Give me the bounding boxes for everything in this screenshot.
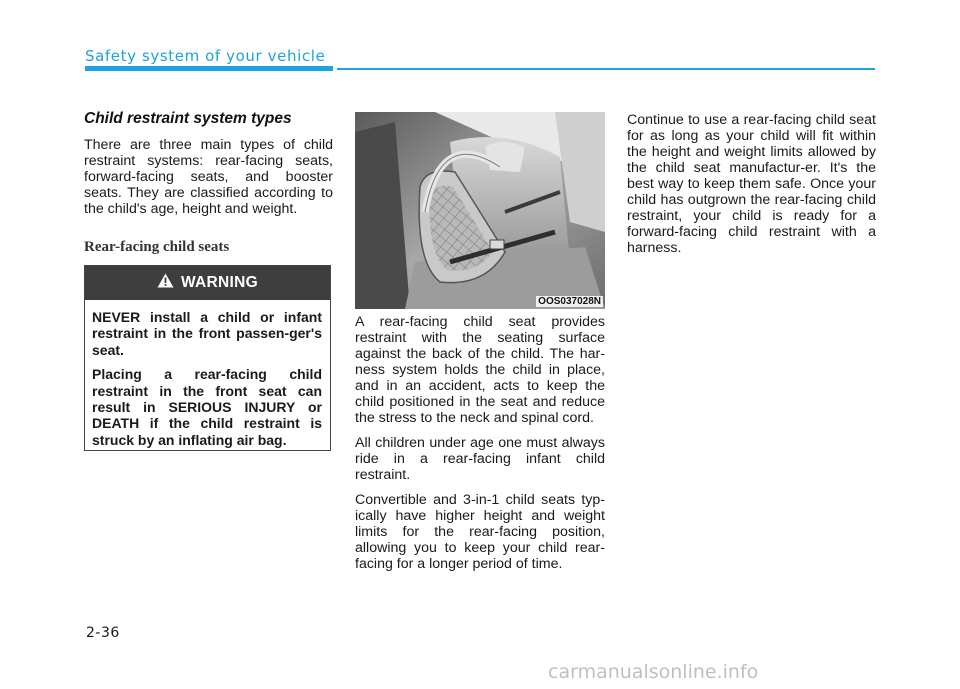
page-number: 2-36 bbox=[86, 625, 120, 641]
warning-triangle-icon bbox=[157, 273, 174, 293]
paragraph: A rear-facing child seat provides restraint with the seating surface against the back of the child. The har-ness system holds the child in place, and in an accident, acts to keep the child positioned in the seat and reduce the stress to the neck and spinal cord. bbox=[355, 314, 605, 426]
section-title: Safety system of your vehicle bbox=[85, 47, 326, 65]
intro-paragraph: There are three main types of child restraint systems: rear-facing seats, forward-facing seats, and booster seats. They are classified according to the child's age, height and weight. bbox=[84, 137, 333, 217]
header-accent-bar bbox=[85, 66, 333, 71]
warning-body bbox=[85, 300, 330, 448]
warning-header bbox=[85, 266, 330, 300]
section-heading: Child restraint system types bbox=[84, 110, 292, 127]
watermark: carmanualsonline.info bbox=[548, 661, 759, 683]
column-middle bbox=[355, 314, 605, 581]
warning-paragraph: NEVER install a child or infant restraint in the front passen-ger's seat. bbox=[92, 309, 322, 358]
child-seat-photo bbox=[355, 112, 605, 309]
paragraph: All children under age one must always ride in a rear-facing infant child restraint. bbox=[355, 435, 605, 483]
column-right bbox=[627, 112, 876, 265]
warning-box bbox=[84, 265, 331, 451]
paragraph: Continue to use a rear-facing child seat for as long as your child will fit within the height and weight limits allowed by the child seat manufactur-er. It's the best way to keep them safe. Once your child has outgrown the rear-facing child restraint, your child is ready for a forward-facing child restraint with a harness. bbox=[627, 112, 876, 256]
paragraph: Convertible and 3-in-1 child seats typ-ically have higher height and weight limits for the rear-facing position, allowing you to keep your child rear-facing for a longer period of time. bbox=[355, 492, 605, 572]
warning-paragraph: Placing a rear-facing child restraint in the front seat can result in SERIOUS INJURY or DEATH if the child restraint is struck by an inflating air bag. bbox=[92, 366, 322, 448]
warning-title: WARNING bbox=[180, 274, 258, 291]
header-rule bbox=[337, 68, 875, 70]
column-left bbox=[84, 110, 333, 256]
figure-caption: OOS037028N bbox=[538, 296, 601, 307]
subheading-rear-facing: Rear-facing child seats bbox=[84, 239, 230, 255]
